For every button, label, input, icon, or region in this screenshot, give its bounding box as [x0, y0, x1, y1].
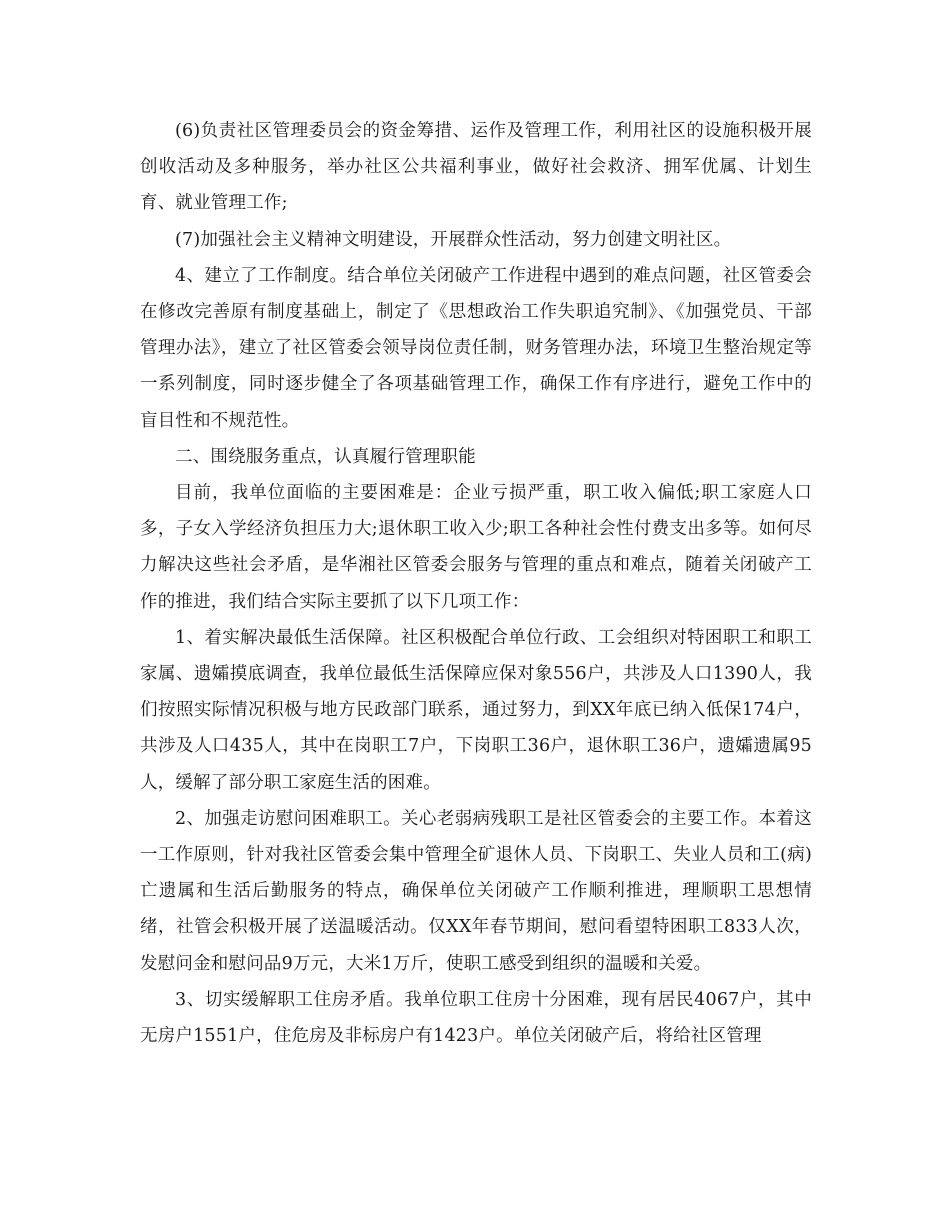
section-heading-2: 二、围绕服务重点，认真履行管理职能: [175, 446, 476, 467]
paragraph-difficulties: 目前，我单位面临的主要困难是：企业亏损严重，职工收入偏低;职工家庭人口多，子女入学经济负担压力大;退休职工收入少;职工各种社会性付费支出多等。如何尽力解决这些社会矛盾，是华湘社区管委会服务与管理的重点和难点，随着关闭破产工作的推进，我们结合实际主要抓了以下几项工作：: [140, 483, 812, 612]
paragraph-point-3: 3、切实缓解职工住房矛盾。我单位职工住房十分困难，现有居民4067户，其中无房户1551户，住危房及非标房户有1423户。单位关闭破产后，将给社区管理: [140, 989, 812, 1047]
paragraph-item-6: (6)负责社区管理委员会的资金筹措、运作及管理工作，利用社区的设施积极开展创收活动及多种服务，举办社区公共福利事业，做好社会救济、拥军优属、计划生育、就业管理工作;: [140, 121, 812, 214]
paragraph-point-2: 2、加强走访慰问困难职工。关心老弱病残职工是社区管委会的主要工作。本着这一工作原则，针对我社区管委会集中管理全矿退休人员、下岗职工、失业人员和工(病)亡遗属和生活后勤服务的特点，确保单位关闭破产工作顺利推进，理顺职工思想情绪，社管会积极开展了送温暖活动。仅XX年春节期间，慰问看望特困职工833人次，发慰问金和慰问品9万元，大米1万斤，使职工感受到组织的温暖和关爱。: [140, 808, 812, 974]
paragraph-work-system: 4、建立了工作制度。结合单位关闭破产工作进程中遇到的难点问题，社区管委会在修改完善原有制度基础上，制定了《思想政治工作失职追究制》、《加强党员、干部管理办法》，建立了社区管委会领导岗位责任制，财务管理办法，环境卫生整治规定等一系列制度，同时逐步健全了各项基础管理工作，确保工作有序进行，避免工作中的盲目性和不规范性。: [140, 265, 812, 431]
paragraph-point-1: 1、着实解决最低生活保障。社区积极配合单位行政、工会组织对特困职工和职工家属、遗孀摸底调查，我单位最低生活保障应保对象556户，共涉及人口1390人，我们按照实际情况积极与地方民政部门联系，通过努力，到XX年底已纳入低保174户，共涉及人口435人，其中在岗职工7户，下岗职工36户，退休职工36户，遗孀遗属95人，缓解了部分职工家庭生活的困难。: [140, 627, 812, 793]
document-body: [140, 113, 812, 1054]
paragraph-item-7: (7)加强社会主义精神文明建设，开展群众性活动，努力创建文明社区。: [175, 229, 732, 250]
